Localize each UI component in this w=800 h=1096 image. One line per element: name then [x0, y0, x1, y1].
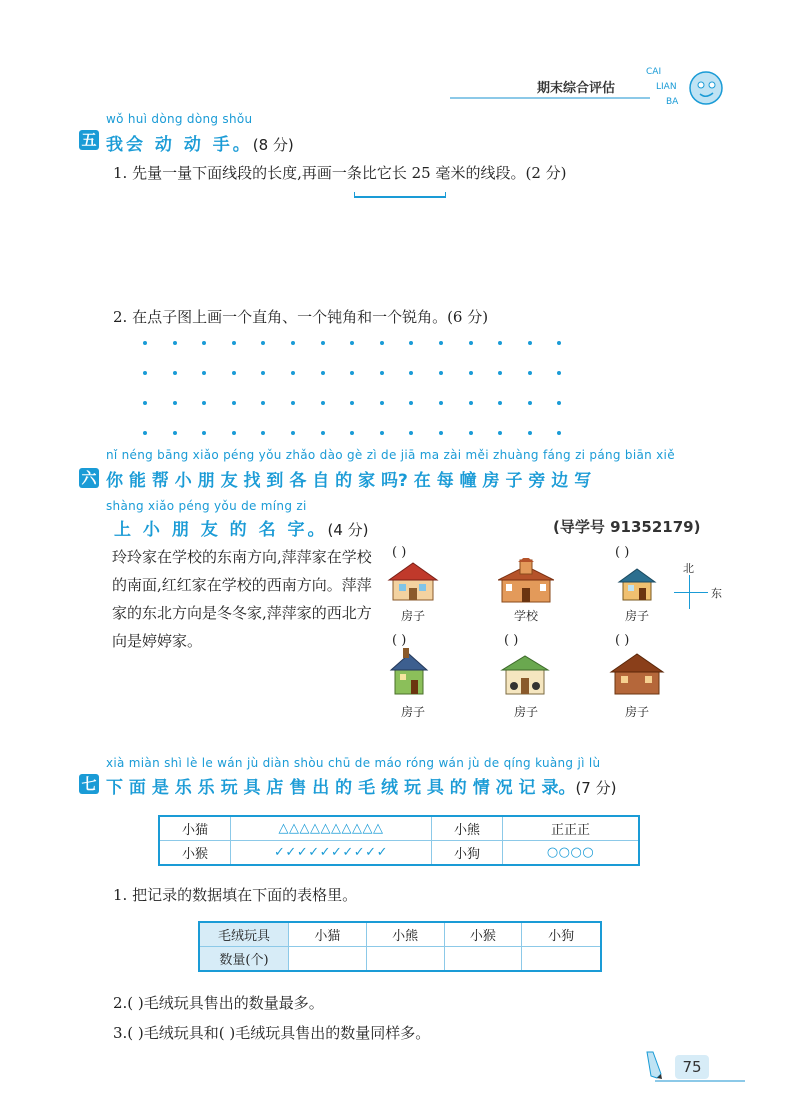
grid-dot[interactable] [202, 341, 206, 345]
grid-dot[interactable] [350, 401, 354, 405]
grid-dot[interactable] [439, 431, 443, 435]
answer-cell[interactable] [522, 947, 601, 972]
answer-paren-2[interactable]: ( ) [615, 545, 630, 560]
grid-dot[interactable] [528, 371, 532, 375]
section6-points: (4 分) [327, 521, 369, 539]
mascot-text-1: CAI [646, 67, 662, 77]
grid-dot[interactable] [321, 341, 325, 345]
compass-horizontal [674, 592, 708, 593]
grid-dot[interactable] [557, 431, 561, 435]
section6-title-1: 你 能 帮 小 朋 友 找 到 各 自 的 家 吗? 在 每 幢 房 子 旁 边 写 [106, 471, 592, 491]
grid-dot[interactable] [173, 401, 177, 405]
grid-dot[interactable] [469, 341, 473, 345]
compass-north: 北 [683, 562, 694, 575]
grid-dot[interactable] [173, 341, 177, 345]
grid-dot[interactable] [469, 431, 473, 435]
grid-dot[interactable] [143, 401, 147, 405]
grid-dot[interactable] [557, 341, 561, 345]
data-table-header [199, 922, 601, 947]
grid-dot[interactable] [498, 371, 502, 375]
record-row [159, 816, 639, 841]
mascot-text-2: LIAN [656, 82, 677, 92]
header-title: 期末综合评估 [537, 81, 616, 96]
record-marks: 正正正 [503, 816, 640, 841]
record-name: 小狗 [432, 841, 503, 866]
record-marks: ✓✓✓✓✓✓✓✓✓✓ [231, 841, 432, 866]
grid-dot[interactable] [528, 401, 532, 405]
grid-dot[interactable] [143, 431, 147, 435]
section7-pinyin: xià miàn shì lè le wán jù diàn shòu chū de máo róng wán jù de qíng kuàng jì lù [106, 756, 601, 770]
answer-paren-3[interactable]: ( ) [392, 633, 407, 648]
grid-dot[interactable] [469, 371, 473, 375]
grid-dot[interactable] [232, 341, 236, 345]
section7-title [106, 773, 616, 798]
answer-cell[interactable] [289, 947, 367, 972]
answer-cell[interactable] [366, 947, 444, 972]
grid-dot[interactable] [498, 431, 502, 435]
grid-dot[interactable] [261, 371, 265, 375]
grid-dot[interactable] [291, 401, 295, 405]
school-label: 学校 [513, 609, 538, 623]
answer-cell[interactable] [444, 947, 522, 972]
grid-dot[interactable] [350, 371, 354, 375]
house-icon-1 [387, 560, 439, 602]
section7-question-1: 1. 把记录的数据填在下面的表格里。 [113, 886, 358, 904]
grid-dot[interactable] [380, 431, 384, 435]
grid-dot[interactable] [321, 431, 325, 435]
row-label: 数量(个) [199, 947, 289, 972]
section6-title-2-text: 上 小 朋 友 的 名 字。 [114, 520, 328, 540]
mascot-logo [628, 58, 728, 112]
section5-title [106, 130, 294, 155]
grid-dot[interactable] [409, 401, 413, 405]
record-row [159, 841, 639, 866]
grid-dot[interactable] [173, 371, 177, 375]
section5-points: (8 分) [252, 136, 294, 154]
segment-tick-right [445, 192, 446, 198]
house-icon-3 [387, 648, 431, 696]
section7-question-2: 2.( )毛绒玩具售出的数量最多。 [113, 994, 324, 1012]
grid-dot[interactable] [528, 431, 532, 435]
house-icon-4 [498, 650, 552, 696]
house-label-3: 房子 [400, 705, 425, 719]
header-rule [450, 97, 650, 99]
grid-dot[interactable] [321, 371, 325, 375]
header-cell: 小狗 [522, 922, 601, 947]
grid-dot[interactable] [232, 401, 236, 405]
grid-dot[interactable] [291, 371, 295, 375]
header-cell: 小猫 [289, 922, 367, 947]
header-cell: 小熊 [366, 922, 444, 947]
grid-dot[interactable] [291, 341, 295, 345]
school-icon [498, 558, 554, 604]
house-label-2: 房子 [624, 609, 649, 623]
section5-title-text: 我会 动 动 手。 [106, 135, 253, 155]
grid-dot[interactable] [350, 341, 354, 345]
grid-dot[interactable] [528, 341, 532, 345]
answer-paren-5[interactable]: ( ) [615, 633, 630, 648]
segment-tick-left [354, 192, 355, 198]
pencil-icon [643, 1050, 665, 1080]
grid-dot[interactable] [202, 431, 206, 435]
data-table [198, 921, 602, 972]
record-name: 小猴 [159, 841, 231, 866]
section7-question-3: 3.( )毛绒玩具和( )毛绒玩具售出的数量同样多。 [113, 1024, 431, 1042]
header-cell: 小猴 [444, 922, 522, 947]
grid-dot[interactable] [173, 431, 177, 435]
grid-dot[interactable] [232, 371, 236, 375]
grid-dot[interactable] [469, 401, 473, 405]
grid-dot[interactable] [261, 341, 265, 345]
answer-paren-4[interactable]: ( ) [504, 633, 519, 648]
data-table-row [199, 947, 601, 972]
grid-dot[interactable] [380, 401, 384, 405]
grid-dot[interactable] [350, 431, 354, 435]
grid-dot[interactable] [439, 341, 443, 345]
grid-dot[interactable] [557, 401, 561, 405]
page-number: 75 [675, 1055, 709, 1079]
grid-dot[interactable] [261, 401, 265, 405]
record-marks: △△△△△△△△△△ [231, 816, 432, 841]
grid-dot[interactable] [409, 431, 413, 435]
section6-paragraph: 玲玲家在学校的东南方向,萍萍家在学校的南面,红红家在学校的西南方向。萍萍家的东北方向是冬冬家,萍萍家的西北方向是婷婷家。 [112, 548, 372, 650]
footer-rule [655, 1080, 745, 1082]
grid-dot[interactable] [202, 371, 206, 375]
section6-pinyin-1: nǐ néng bāng xiǎo péng yǒu zhǎo dào gè zì de jiā ma zài měi zhuàng fáng zi páng biān xiě [106, 448, 675, 462]
section5-question-1: 1. 先量一量下面线段的长度,再画一条比它长 25 毫米的线段。(2 分) [113, 164, 567, 182]
house-label-4: 房子 [513, 705, 538, 719]
grid-dot[interactable] [557, 371, 561, 375]
grid-dot[interactable] [498, 401, 502, 405]
measure-segment [354, 196, 446, 198]
record-table [158, 815, 640, 866]
grid-dot[interactable] [143, 371, 147, 375]
grid-dot[interactable] [380, 371, 384, 375]
grid-dot[interactable] [291, 431, 295, 435]
section5-pinyin: wǒ huì dòng dòng shǒu [106, 112, 253, 126]
header-cell: 毛绒玩具 [199, 922, 289, 947]
grid-dot[interactable] [232, 431, 236, 435]
section7-points: (7 分) [575, 779, 617, 797]
section6-pinyin-2: shàng xiǎo péng yǒu de míng zi [106, 499, 307, 513]
house-label-5: 房子 [624, 705, 649, 719]
grid-dot[interactable] [202, 401, 206, 405]
grid-dot[interactable] [380, 341, 384, 345]
section5-question-2: 2. 在点子图上画一个直角、一个钝角和一个锐角。(6 分) [113, 308, 489, 326]
grid-dot[interactable] [498, 341, 502, 345]
section7-title-text: 下 面 是 乐 乐 玩 具 店 售 出 的 毛 绒 玩 具 的 情 况 记 录。 [106, 778, 576, 798]
compass-east: 东 [711, 587, 722, 600]
section7-number: 七 [79, 774, 99, 794]
record-name: 小熊 [432, 816, 503, 841]
mascot-text-3: BA [666, 97, 679, 107]
answer-paren-1[interactable]: ( ) [392, 545, 407, 560]
house-icon-2 [617, 566, 657, 602]
grid-dot[interactable] [261, 431, 265, 435]
section6-title-2 [114, 515, 369, 540]
grid-dot[interactable] [409, 371, 413, 375]
house-label-1: 房子 [400, 609, 425, 623]
grid-dot[interactable] [321, 401, 325, 405]
section6-number: 六 [79, 468, 99, 488]
grid-dot[interactable] [143, 341, 147, 345]
record-marks: ○○○○ [503, 841, 640, 866]
house-icon-5 [609, 650, 665, 696]
section5-number: 五 [79, 130, 99, 150]
grid-dot[interactable] [439, 401, 443, 405]
grid-dot[interactable] [409, 341, 413, 345]
grid-dot[interactable] [439, 371, 443, 375]
record-name: 小猫 [159, 816, 231, 841]
guide-number: (导学号 91352179) [553, 518, 701, 536]
